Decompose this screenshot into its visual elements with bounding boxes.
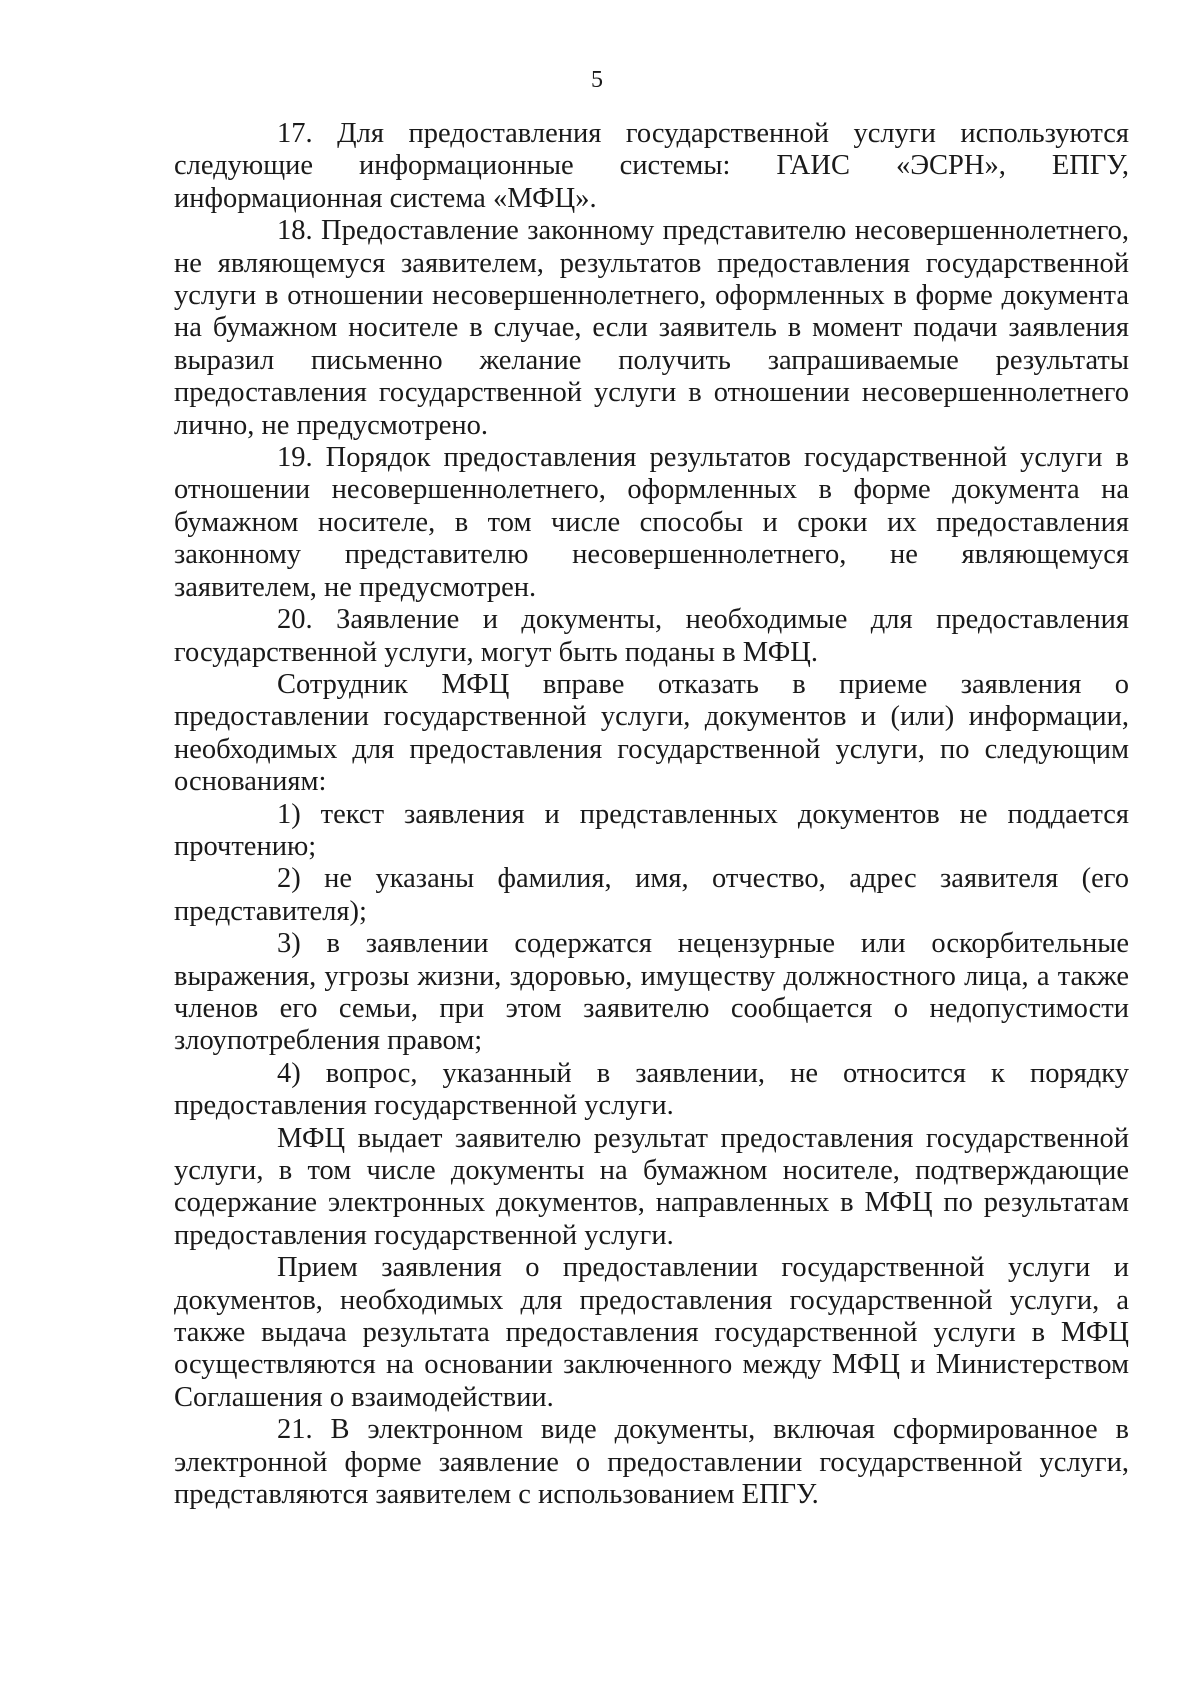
document-body xyxy=(174,118,1129,1511)
page-number: 5 xyxy=(591,67,603,93)
paragraph-19: 19. Порядок предоставления результатов государственной услуги в отношении несовершеннолетнего, оформленных в форме документа на бумажном носителе, в том числе способы и сроки их предоставления законному представителю несовершеннолетнего, не являющемуся заявителем, не предусмотрен. xyxy=(174,442,1129,603)
list-item-4: 4) вопрос, указанный в заявлении, не относится к порядку предоставления государственной услуги. xyxy=(174,1057,1129,1122)
paragraph-17: 17. Для предоставления государственной услуги используются следующие информационные системы: ГАИС «ЭСРН», ЕПГУ, информационная система «МФЦ». xyxy=(174,118,1129,214)
paragraph-21: 21. В электронном виде документы, включая сформированное в электронной форме заявление о предоставлении государственной услуги, представляются заявителем с использованием ЕПГУ. xyxy=(174,1414,1129,1511)
paragraph-18: 18. Предоставление законному представителю несовершеннолетнего, не являющемуся заявителем, результатов предоставления государственной услуги в отношении несовершеннолетнего, оформленных в форме документа на бумажном носителе в случае, если заявитель в момент подачи заявления выразил письменно желание получить запрашиваемые результаты предоставления государственной услуги в отношении несовершеннолетнего лично, не предусмотрено. xyxy=(174,215,1129,441)
paragraph-mfc-result: МФЦ выдает заявителю результат предоставления государственной услуги, в том числе документы на бумажном носителе, подтверждающие содержание электронных документов, направленных в МФЦ по результатам предоставления государственной услуги. xyxy=(174,1122,1129,1251)
paragraph-refusal-grounds: Сотрудник МФЦ вправе отказать в приеме заявления о предоставлении государственной услуги, документов и (или) информации, необходимых для предоставления государственной услуги, по следующим основаниям: xyxy=(174,668,1129,798)
paragraph-mfc-agreement: Прием заявления о предоставлении государственной услуги и документов, необходимых для предоставления государственной услуги, а также выдача результата предоставления государственной услуги в МФЦ осуществляются на основании заключенного между МФЦ и Министерством Соглашения о взаимодействии. xyxy=(174,1252,1129,1413)
list-item-2: 2) не указаны фамилия, имя, отчество, адрес заявителя (его представителя); xyxy=(174,863,1129,927)
list-item-1: 1) текст заявления и представленных документов не поддается прочтению; xyxy=(174,798,1129,862)
list-item-3: 3) в заявлении содержатся нецензурные или оскорбительные выражения, угрозы жизни, здоровью, имуществу должностного лица, а также членов его семьи, при этом заявителю сообщается о недопустимости злоупотребления правом; xyxy=(174,928,1129,1057)
paragraph-20: 20. Заявление и документы, необходимые для предоставления государственной услуги, могут быть поданы в МФЦ. xyxy=(174,604,1129,668)
